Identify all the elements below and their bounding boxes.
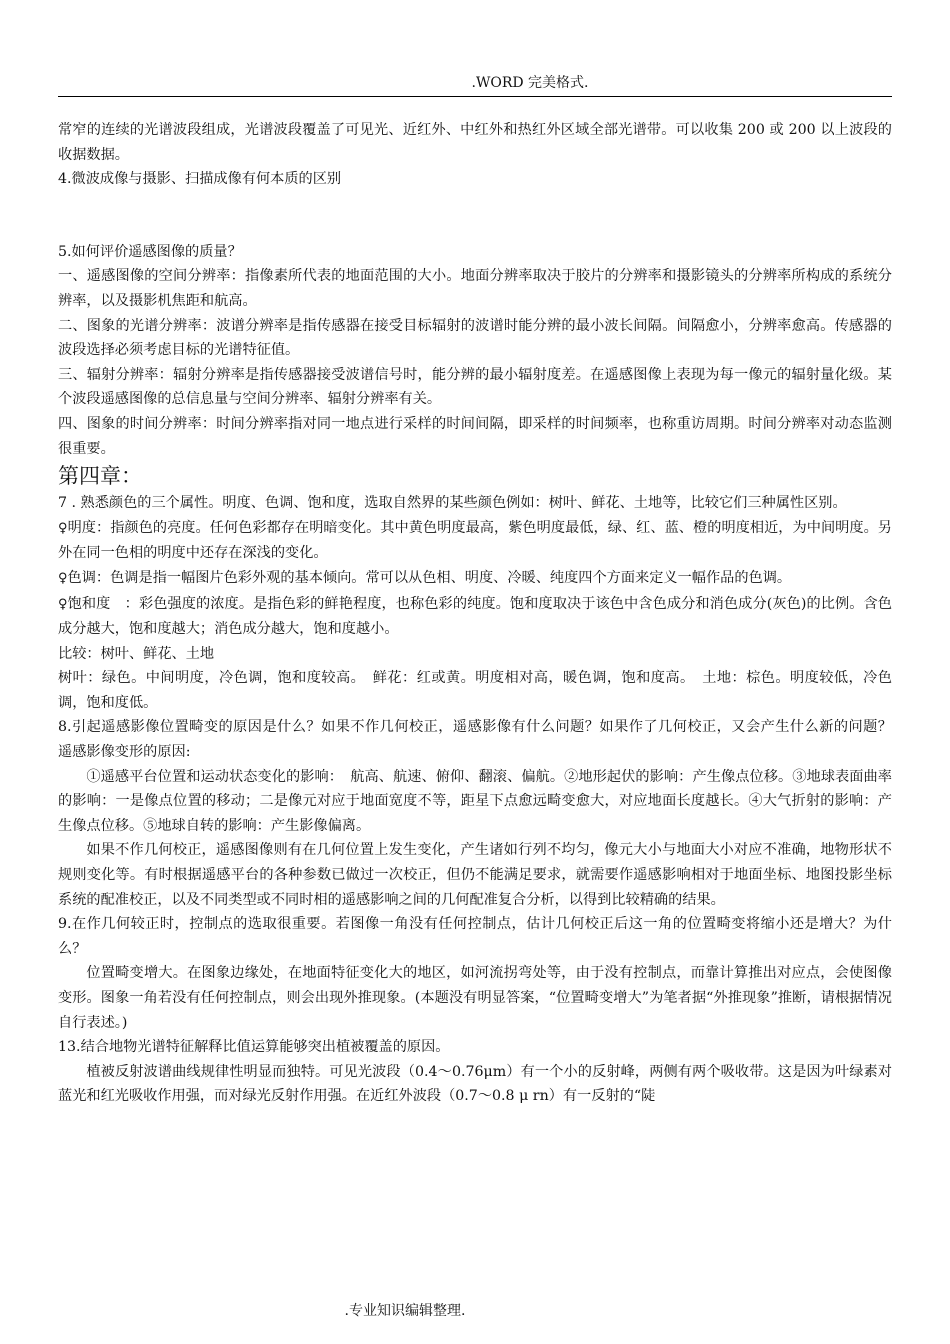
page-header: .WORD 完美格式. <box>471 75 589 91</box>
question-heading: 9.在作几何较正时，控制点的选取很重要。若图像一角没有任何控制点，估计几何校正后这一角的位置畸变将缩小还是增大？为什么？ <box>58 916 892 957</box>
blank-space <box>58 192 892 240</box>
paragraph: 如果不作几何校正，遥感图像则有在几何位置上发生变化，产生诸如行列不均匀，像元大小与地面大小对应不准确，地物形状不规则变化等。有时根据遥感平台的各种参数已做过一次校正，但仍不能满足要求，就需要作遥感影响相对于地面坐标、地图投影坐标系统的配准校正，以及不同类型或不同时相的遥感影响之间的几何配准复合分析，以得到比较精确的结果。 <box>58 842 892 908</box>
question-heading: 7 . 熟悉颜色的三个属性。明度、色调、饱和度，选取自然界的某些颜色例如：树叶、鲜花、土地等，比较它们三种属性区别。 <box>58 495 847 512</box>
paragraph: 四、图象的时间分辨率：时间分辨率指对同一地点进行采样的时间间隔，即采样的时间频率，也称重访周期。时间分辨率对动态监测很重要。 <box>58 415 892 457</box>
paragraph: 植被反射波谱曲线规律性明显而独特。可见光波段（0.4～0.76μm）有一个小的反射峰，两侧有两个吸收带。这是因为叶绿素对蓝光和红光吸收作用强，而对绿光反射作用强。在近红外波段（0.7～0.8 μ rn）有一反射的“陡 <box>58 1063 892 1105</box>
paragraph: 树叶：绿色。中间明度，冷色调，饱和度较高。 鲜花：红或黄。明度相对高，暖色调，饱和度高。 土地：棕色。明度较低，冷色调，饱和度低。 <box>58 670 892 711</box>
header-divider <box>58 96 892 97</box>
paragraph: 常窄的连续的光谱波段组成，光谱波段覆盖了可见光、近红外、中红外和热红外区域全部光谱带。可以收集 200 或 200 以上波段的收据数据。 <box>58 122 892 163</box>
bullet-paragraph: ♀饱和度 ：彩色强度的浓度。是指色彩的鲜艳程度，也称色彩的纯度。饱和度取决于该色中含色成分和消色成分(灰色)的比例。含色成分越大，饱和度越大；消色成分越大，饱和度越小。 <box>58 595 892 638</box>
bullet-icon: ♀ <box>58 520 68 536</box>
page-footer: .专业知识编辑整理. <box>344 1303 466 1319</box>
bullet-paragraph: ♀色调：色调是指一幅图片色彩外观的基本倾向。常可以从色相、明度、冷暖、纯度四个方面来定义一幅作品的色调。 <box>58 569 792 586</box>
chapter-title: 第四章： <box>58 464 142 489</box>
paragraph: 位置畸变增大。在图象边缘处，在地面特征变化大的地区，如河流拐弯处等，由于没有控制点，而靠计算推出对应点，会使图像变形。图象一角若没有任何控制点，则会出现外推现象。(本题没有明显答案，“位置畸变增大”为笔者据“外推现象”推断，请根据情况自行表述。) <box>58 965 892 1031</box>
bullet-icon: ♀ <box>58 570 68 586</box>
question-heading: 8.引起遥感影像位置畸变的原因是什么？如果不作几何校正，遥感影像有什么问题？如果作了几何校正，又会产生什么新的问题？ 遥感影像变形的原因: <box>58 719 907 761</box>
question-heading: 5.如何评价遥感图像的质量？ <box>58 243 242 260</box>
document-body <box>58 118 907 1109</box>
question-heading: 4.微波成像与摄影、扫描成像有何本质的区别 <box>58 171 342 188</box>
paragraph: 比较：树叶、鲜花、土地 <box>58 645 215 662</box>
bullet-icon: ♀ <box>58 596 68 612</box>
question-heading: 13.结合地物光谱特征解释比值运算能够突出植被覆盖的原因。 <box>58 1039 450 1056</box>
paragraph: 三、辐射分辨率：辐射分辨率是指传感器接受波谱信号时，能分辨的最小辐射度差。在遥感图像上表现为每一像元的辐射量化级。某个波段遥感图像的总信息量与空间分辨率、辐射分辨率有关。 <box>58 366 892 408</box>
paragraph: 一、遥感图像的空间分辨率：指像素所代表的地面范围的大小。地面分辨率取决于胶片的分辨率和摄影镜头的分辨率所构成的系统分辨率，以及摄影机焦距和航高。 <box>58 268 892 309</box>
paragraph: 二、图象的光谱分辨率：波谱分辨率是指传感器在接受目标辐射的波谱时能分辨的最小波长间隔。间隔愈小，分辨率愈高。传感器的波段选择必须考虑目标的光谱特征值。 <box>58 317 892 359</box>
bullet-paragraph: ♀明度：指颜色的亮度。任何色彩都存在明暗变化。其中黄色明度最高，紫色明度最低，绿、红、蓝、橙的明度相近，为中间明度。另外在同一色相的明度中还存在深浅的变化。 <box>58 519 892 562</box>
paragraph: ①遥感平台位置和运动状态变化的影响： 航高、航速、俯仰、翻滚、偏航。②地形起伏的影响：产生像点位移。③地球表面曲率的影响：一是像点位置的移动；二是像元对应于地面宽度不等，距星下点愈远畸变愈大，对应地面长度越长。④大气折射的影响：产生像点位移。⑤地球自转的影响：产生影像偏离。 <box>58 768 892 834</box>
